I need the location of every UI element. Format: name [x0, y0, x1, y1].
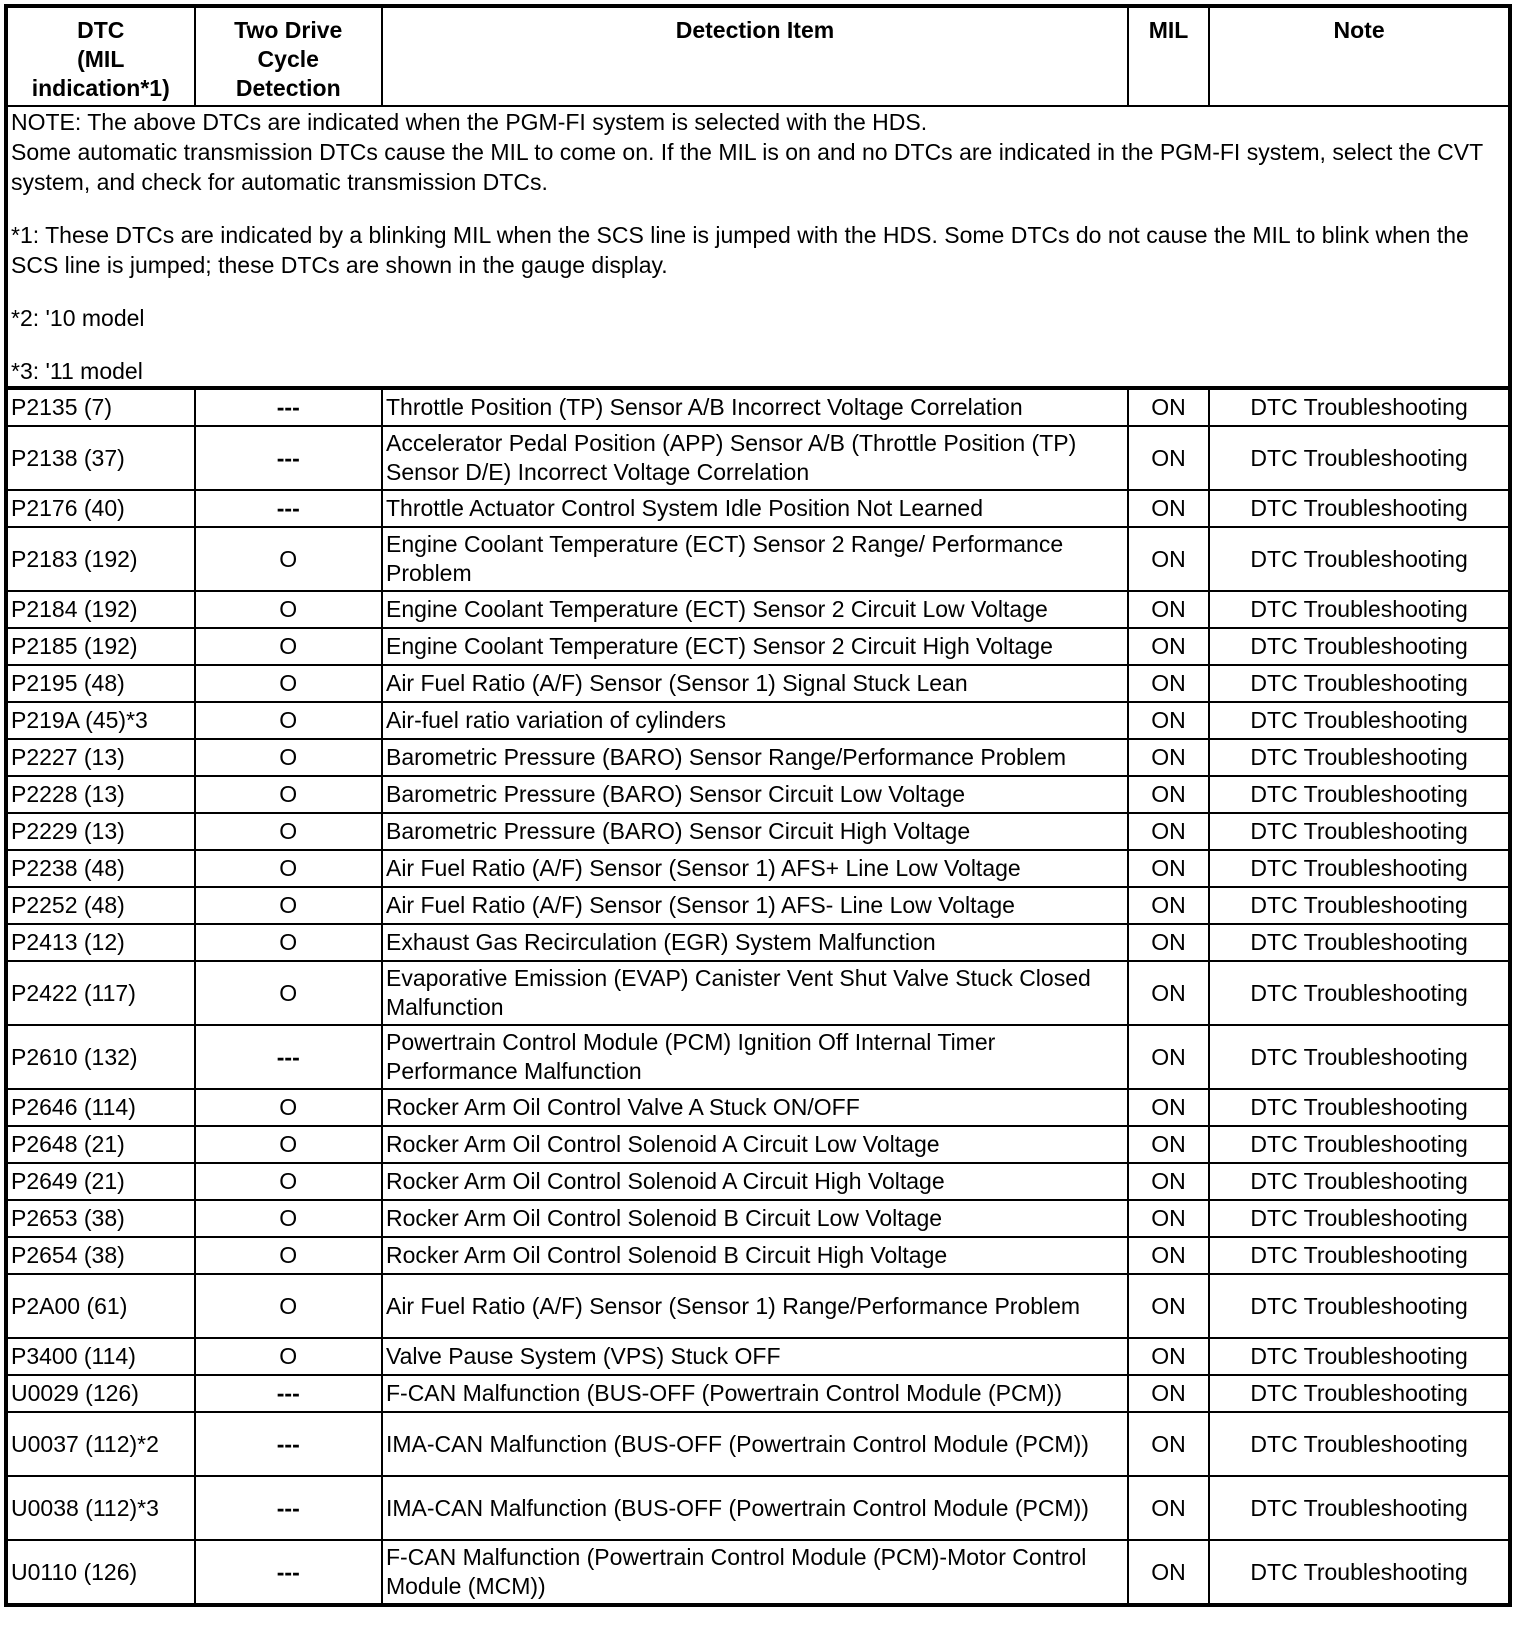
mil-status-cell: ON	[1128, 813, 1209, 850]
mil-status-cell: ON	[1128, 702, 1209, 739]
two-drive-cycle-cell: ---	[195, 1375, 382, 1412]
note-link-cell: DTC Troubleshooting	[1209, 850, 1510, 887]
dtc-code-cell: P2176 (40)	[6, 490, 195, 527]
dtc-code-cell: P2227 (13)	[6, 739, 195, 776]
footnote-1: *1: These DTCs are indicated by a blinking MIL when the SCS line is jumped with the HDS. Some DTCs do not cause the MIL to blink when the SCS line is jumped; these DTCs are shown in the gauge display.	[11, 222, 1469, 278]
note-link-cell: DTC Troubleshooting	[1209, 1089, 1510, 1126]
dtc-code-cell: P2195 (48)	[6, 665, 195, 702]
detection-item-cell: Rocker Arm Oil Control Valve A Stuck ON/OFF	[382, 1089, 1128, 1126]
detection-item-cell: Powertrain Control Module (PCM) Ignition Off Internal Timer Performance Malfunction	[382, 1025, 1128, 1089]
two-drive-cycle-cell: ---	[195, 1025, 382, 1089]
mil-status-cell: ON	[1128, 776, 1209, 813]
table-row	[6, 628, 1510, 665]
two-drive-cycle-cell: ---	[195, 1540, 382, 1605]
detection-item-cell: Rocker Arm Oil Control Solenoid A Circuit Low Voltage	[382, 1126, 1128, 1163]
mil-status-cell: ON	[1128, 1540, 1209, 1605]
two-drive-cycle-cell: O	[195, 961, 382, 1025]
header-mil: MIL	[1128, 6, 1209, 106]
table-row	[6, 527, 1510, 591]
mil-status-cell: ON	[1128, 961, 1209, 1025]
footnote-3: *3: '11 model	[11, 358, 143, 384]
detection-item-cell: Air Fuel Ratio (A/F) Sensor (Sensor 1) Signal Stuck Lean	[382, 665, 1128, 702]
detection-item-cell: Air Fuel Ratio (A/F) Sensor (Sensor 1) AFS- Line Low Voltage	[382, 887, 1128, 924]
header-two-drive-cycle: Two Drive Cycle Detection	[195, 6, 382, 106]
table-row	[6, 776, 1510, 813]
mil-status-cell: ON	[1128, 1126, 1209, 1163]
two-drive-cycle-cell: O	[195, 887, 382, 924]
mil-status-cell: ON	[1128, 887, 1209, 924]
header-note: Note	[1209, 6, 1510, 106]
dtc-code-cell: P2238 (48)	[6, 850, 195, 887]
detection-item-cell: Valve Pause System (VPS) Stuck OFF	[382, 1338, 1128, 1375]
note-link-cell: DTC Troubleshooting	[1209, 813, 1510, 850]
mil-status-cell: ON	[1128, 426, 1209, 490]
detection-item-cell: Engine Coolant Temperature (ECT) Sensor 2 Circuit Low Voltage	[382, 591, 1128, 628]
note-link-cell: DTC Troubleshooting	[1209, 1126, 1510, 1163]
note-link-cell: DTC Troubleshooting	[1209, 527, 1510, 591]
mil-status-cell: ON	[1128, 591, 1209, 628]
mil-status-cell: ON	[1128, 1338, 1209, 1375]
dtc-code-cell: U0029 (126)	[6, 1375, 195, 1412]
detection-item-cell: Exhaust Gas Recirculation (EGR) System Malfunction	[382, 924, 1128, 961]
mil-status-cell: ON	[1128, 665, 1209, 702]
dtc-code-cell: U0038 (112)*3	[6, 1476, 195, 1540]
table-row	[6, 1025, 1510, 1089]
dtc-code-cell: P3400 (114)	[6, 1338, 195, 1375]
detection-item-cell: Evaporative Emission (EVAP) Canister Vent Shut Valve Stuck Closed Malfunction	[382, 961, 1128, 1025]
mil-status-cell: ON	[1128, 527, 1209, 591]
note-link-cell: DTC Troubleshooting	[1209, 887, 1510, 924]
table-row	[6, 887, 1510, 924]
notes-cell	[6, 106, 1510, 388]
detection-item-cell: IMA-CAN Malfunction (BUS-OFF (Powertrain Control Module (PCM))	[382, 1412, 1128, 1476]
table-row	[6, 702, 1510, 739]
note-link-cell: DTC Troubleshooting	[1209, 739, 1510, 776]
dtc-code-cell: P2653 (38)	[6, 1200, 195, 1237]
dtc-code-cell: P2649 (21)	[6, 1163, 195, 1200]
table-row	[6, 1338, 1510, 1375]
dtc-code-cell: P2183 (192)	[6, 527, 195, 591]
note-link-cell: DTC Troubleshooting	[1209, 1274, 1510, 1338]
note-line-2: Some automatic transmission DTCs cause the MIL to come on. If the MIL is on and no DTCs are indicated in the PGM-FI system, select the CVT system, and check for automatic transmission DTCs.	[11, 139, 1483, 195]
header-row	[6, 6, 1510, 106]
two-drive-cycle-cell: O	[195, 1163, 382, 1200]
table-row	[6, 1412, 1510, 1476]
two-drive-cycle-cell: O	[195, 1126, 382, 1163]
note-line-1: NOTE: The above DTCs are indicated when the PGM-FI system is selected with the HDS.	[11, 109, 928, 135]
mil-status-cell: ON	[1128, 1412, 1209, 1476]
table-row	[6, 1274, 1510, 1338]
table-row	[6, 1089, 1510, 1126]
two-drive-cycle-cell: O	[195, 739, 382, 776]
detection-item-cell: Rocker Arm Oil Control Solenoid B Circuit Low Voltage	[382, 1200, 1128, 1237]
dtc-code-cell: P2184 (192)	[6, 591, 195, 628]
mil-status-cell: ON	[1128, 490, 1209, 527]
table-row	[6, 739, 1510, 776]
two-drive-cycle-cell: O	[195, 850, 382, 887]
table-row	[6, 924, 1510, 961]
two-drive-cycle-cell: ---	[195, 1476, 382, 1540]
note-link-cell: DTC Troubleshooting	[1209, 1200, 1510, 1237]
mil-status-cell: ON	[1128, 1025, 1209, 1089]
two-drive-cycle-cell: O	[195, 813, 382, 850]
detection-item-cell: Air Fuel Ratio (A/F) Sensor (Sensor 1) Range/Performance Problem	[382, 1274, 1128, 1338]
detection-item-cell: Engine Coolant Temperature (ECT) Sensor 2 Range/ Performance Problem	[382, 527, 1128, 591]
two-drive-cycle-cell: O	[195, 665, 382, 702]
detection-item-cell: Barometric Pressure (BARO) Sensor Range/Performance Problem	[382, 739, 1128, 776]
two-drive-cycle-cell: O	[195, 1237, 382, 1274]
table-row	[6, 1476, 1510, 1540]
two-drive-cycle-cell: O	[195, 1200, 382, 1237]
mil-status-cell: ON	[1128, 388, 1209, 426]
two-drive-cycle-cell: ---	[195, 490, 382, 527]
two-drive-cycle-cell: ---	[195, 388, 382, 426]
dtc-code-cell: P2A00 (61)	[6, 1274, 195, 1338]
note-link-cell: DTC Troubleshooting	[1209, 426, 1510, 490]
table-row	[6, 1375, 1510, 1412]
dtc-code-cell: P2185 (192)	[6, 628, 195, 665]
table-row	[6, 961, 1510, 1025]
note-link-cell: DTC Troubleshooting	[1209, 1412, 1510, 1476]
table-row	[6, 1126, 1510, 1163]
table-row	[6, 1163, 1510, 1200]
header-detection-item: Detection Item	[382, 6, 1128, 106]
mil-status-cell: ON	[1128, 739, 1209, 776]
dtc-table	[4, 4, 1512, 1607]
dtc-code-cell: P2646 (114)	[6, 1089, 195, 1126]
table-row	[6, 813, 1510, 850]
detection-item-cell: Accelerator Pedal Position (APP) Sensor A/B (Throttle Position (TP) Sensor D/E) Incorrect Voltage Correlation	[382, 426, 1128, 490]
note-link-cell: DTC Troubleshooting	[1209, 490, 1510, 527]
two-drive-cycle-cell: O	[195, 776, 382, 813]
note-link-cell: DTC Troubleshooting	[1209, 1540, 1510, 1605]
two-drive-cycle-cell: O	[195, 1338, 382, 1375]
two-drive-cycle-cell: O	[195, 1089, 382, 1126]
detection-item-cell: Rocker Arm Oil Control Solenoid A Circuit High Voltage	[382, 1163, 1128, 1200]
note-link-cell: DTC Troubleshooting	[1209, 1476, 1510, 1540]
note-link-cell: DTC Troubleshooting	[1209, 1163, 1510, 1200]
mil-status-cell: ON	[1128, 628, 1209, 665]
two-drive-cycle-cell: O	[195, 591, 382, 628]
two-drive-cycle-cell: ---	[195, 1412, 382, 1476]
table-row	[6, 1200, 1510, 1237]
dtc-code-cell: P2252 (48)	[6, 887, 195, 924]
footnote-2: *2: '10 model	[11, 305, 145, 331]
table-row	[6, 665, 1510, 702]
table-row	[6, 1540, 1510, 1605]
dtc-code-cell: P2422 (117)	[6, 961, 195, 1025]
detection-item-cell: Engine Coolant Temperature (ECT) Sensor 2 Circuit High Voltage	[382, 628, 1128, 665]
dtc-code-cell: P2229 (13)	[6, 813, 195, 850]
table-row	[6, 1237, 1510, 1274]
note-link-cell: DTC Troubleshooting	[1209, 702, 1510, 739]
mil-status-cell: ON	[1128, 1200, 1209, 1237]
mil-status-cell: ON	[1128, 1274, 1209, 1338]
mil-status-cell: ON	[1128, 1476, 1209, 1540]
note-link-cell: DTC Troubleshooting	[1209, 1338, 1510, 1375]
two-drive-cycle-cell: O	[195, 702, 382, 739]
note-link-cell: DTC Troubleshooting	[1209, 628, 1510, 665]
note-link-cell: DTC Troubleshooting	[1209, 924, 1510, 961]
detection-item-cell: Throttle Position (TP) Sensor A/B Incorrect Voltage Correlation	[382, 388, 1128, 426]
two-drive-cycle-cell: O	[195, 527, 382, 591]
dtc-code-cell: P2610 (132)	[6, 1025, 195, 1089]
dtc-code-cell: U0110 (126)	[6, 1540, 195, 1605]
dtc-code-cell: P2413 (12)	[6, 924, 195, 961]
note-link-cell: DTC Troubleshooting	[1209, 591, 1510, 628]
note-link-cell: DTC Troubleshooting	[1209, 665, 1510, 702]
detection-item-cell: Barometric Pressure (BARO) Sensor Circuit Low Voltage	[382, 776, 1128, 813]
detection-item-cell: Throttle Actuator Control System Idle Position Not Learned	[382, 490, 1128, 527]
mil-status-cell: ON	[1128, 850, 1209, 887]
note-link-cell: DTC Troubleshooting	[1209, 1375, 1510, 1412]
dtc-code-cell: U0037 (112)*2	[6, 1412, 195, 1476]
dtc-code-cell: P2228 (13)	[6, 776, 195, 813]
detection-item-cell: Air-fuel ratio variation of cylinders	[382, 702, 1128, 739]
two-drive-cycle-cell: ---	[195, 426, 382, 490]
detection-item-cell: F-CAN Malfunction (BUS-OFF (Powertrain Control Module (PCM))	[382, 1375, 1128, 1412]
mil-status-cell: ON	[1128, 924, 1209, 961]
dtc-code-cell: P219A (45)*3	[6, 702, 195, 739]
two-drive-cycle-cell: O	[195, 628, 382, 665]
table-row	[6, 490, 1510, 527]
detection-item-cell: Barometric Pressure (BARO) Sensor Circuit High Voltage	[382, 813, 1128, 850]
note-link-cell: DTC Troubleshooting	[1209, 1025, 1510, 1089]
two-drive-cycle-cell: O	[195, 924, 382, 961]
detection-item-cell: Rocker Arm Oil Control Solenoid B Circuit High Voltage	[382, 1237, 1128, 1274]
note-link-cell: DTC Troubleshooting	[1209, 388, 1510, 426]
detection-item-cell: F-CAN Malfunction (Powertrain Control Module (PCM)-Motor Control Module (MCM))	[382, 1540, 1128, 1605]
dtc-code-cell: P2654 (38)	[6, 1237, 195, 1274]
table-row	[6, 388, 1510, 426]
note-link-cell: DTC Troubleshooting	[1209, 961, 1510, 1025]
table-row	[6, 426, 1510, 490]
detection-item-cell: IMA-CAN Malfunction (BUS-OFF (Powertrain Control Module (PCM))	[382, 1476, 1128, 1540]
table-row	[6, 850, 1510, 887]
notes-row	[6, 106, 1510, 388]
dtc-code-cell: P2648 (21)	[6, 1126, 195, 1163]
dtc-code-cell: P2135 (7)	[6, 388, 195, 426]
mil-status-cell: ON	[1128, 1237, 1209, 1274]
dtc-code-cell: P2138 (37)	[6, 426, 195, 490]
mil-status-cell: ON	[1128, 1089, 1209, 1126]
table-row	[6, 591, 1510, 628]
header-dtc: DTC (MIL indication*1)	[6, 6, 195, 106]
detection-item-cell: Air Fuel Ratio (A/F) Sensor (Sensor 1) AFS+ Line Low Voltage	[382, 850, 1128, 887]
two-drive-cycle-cell: O	[195, 1274, 382, 1338]
note-link-cell: DTC Troubleshooting	[1209, 776, 1510, 813]
note-link-cell: DTC Troubleshooting	[1209, 1237, 1510, 1274]
mil-status-cell: ON	[1128, 1375, 1209, 1412]
mil-status-cell: ON	[1128, 1163, 1209, 1200]
